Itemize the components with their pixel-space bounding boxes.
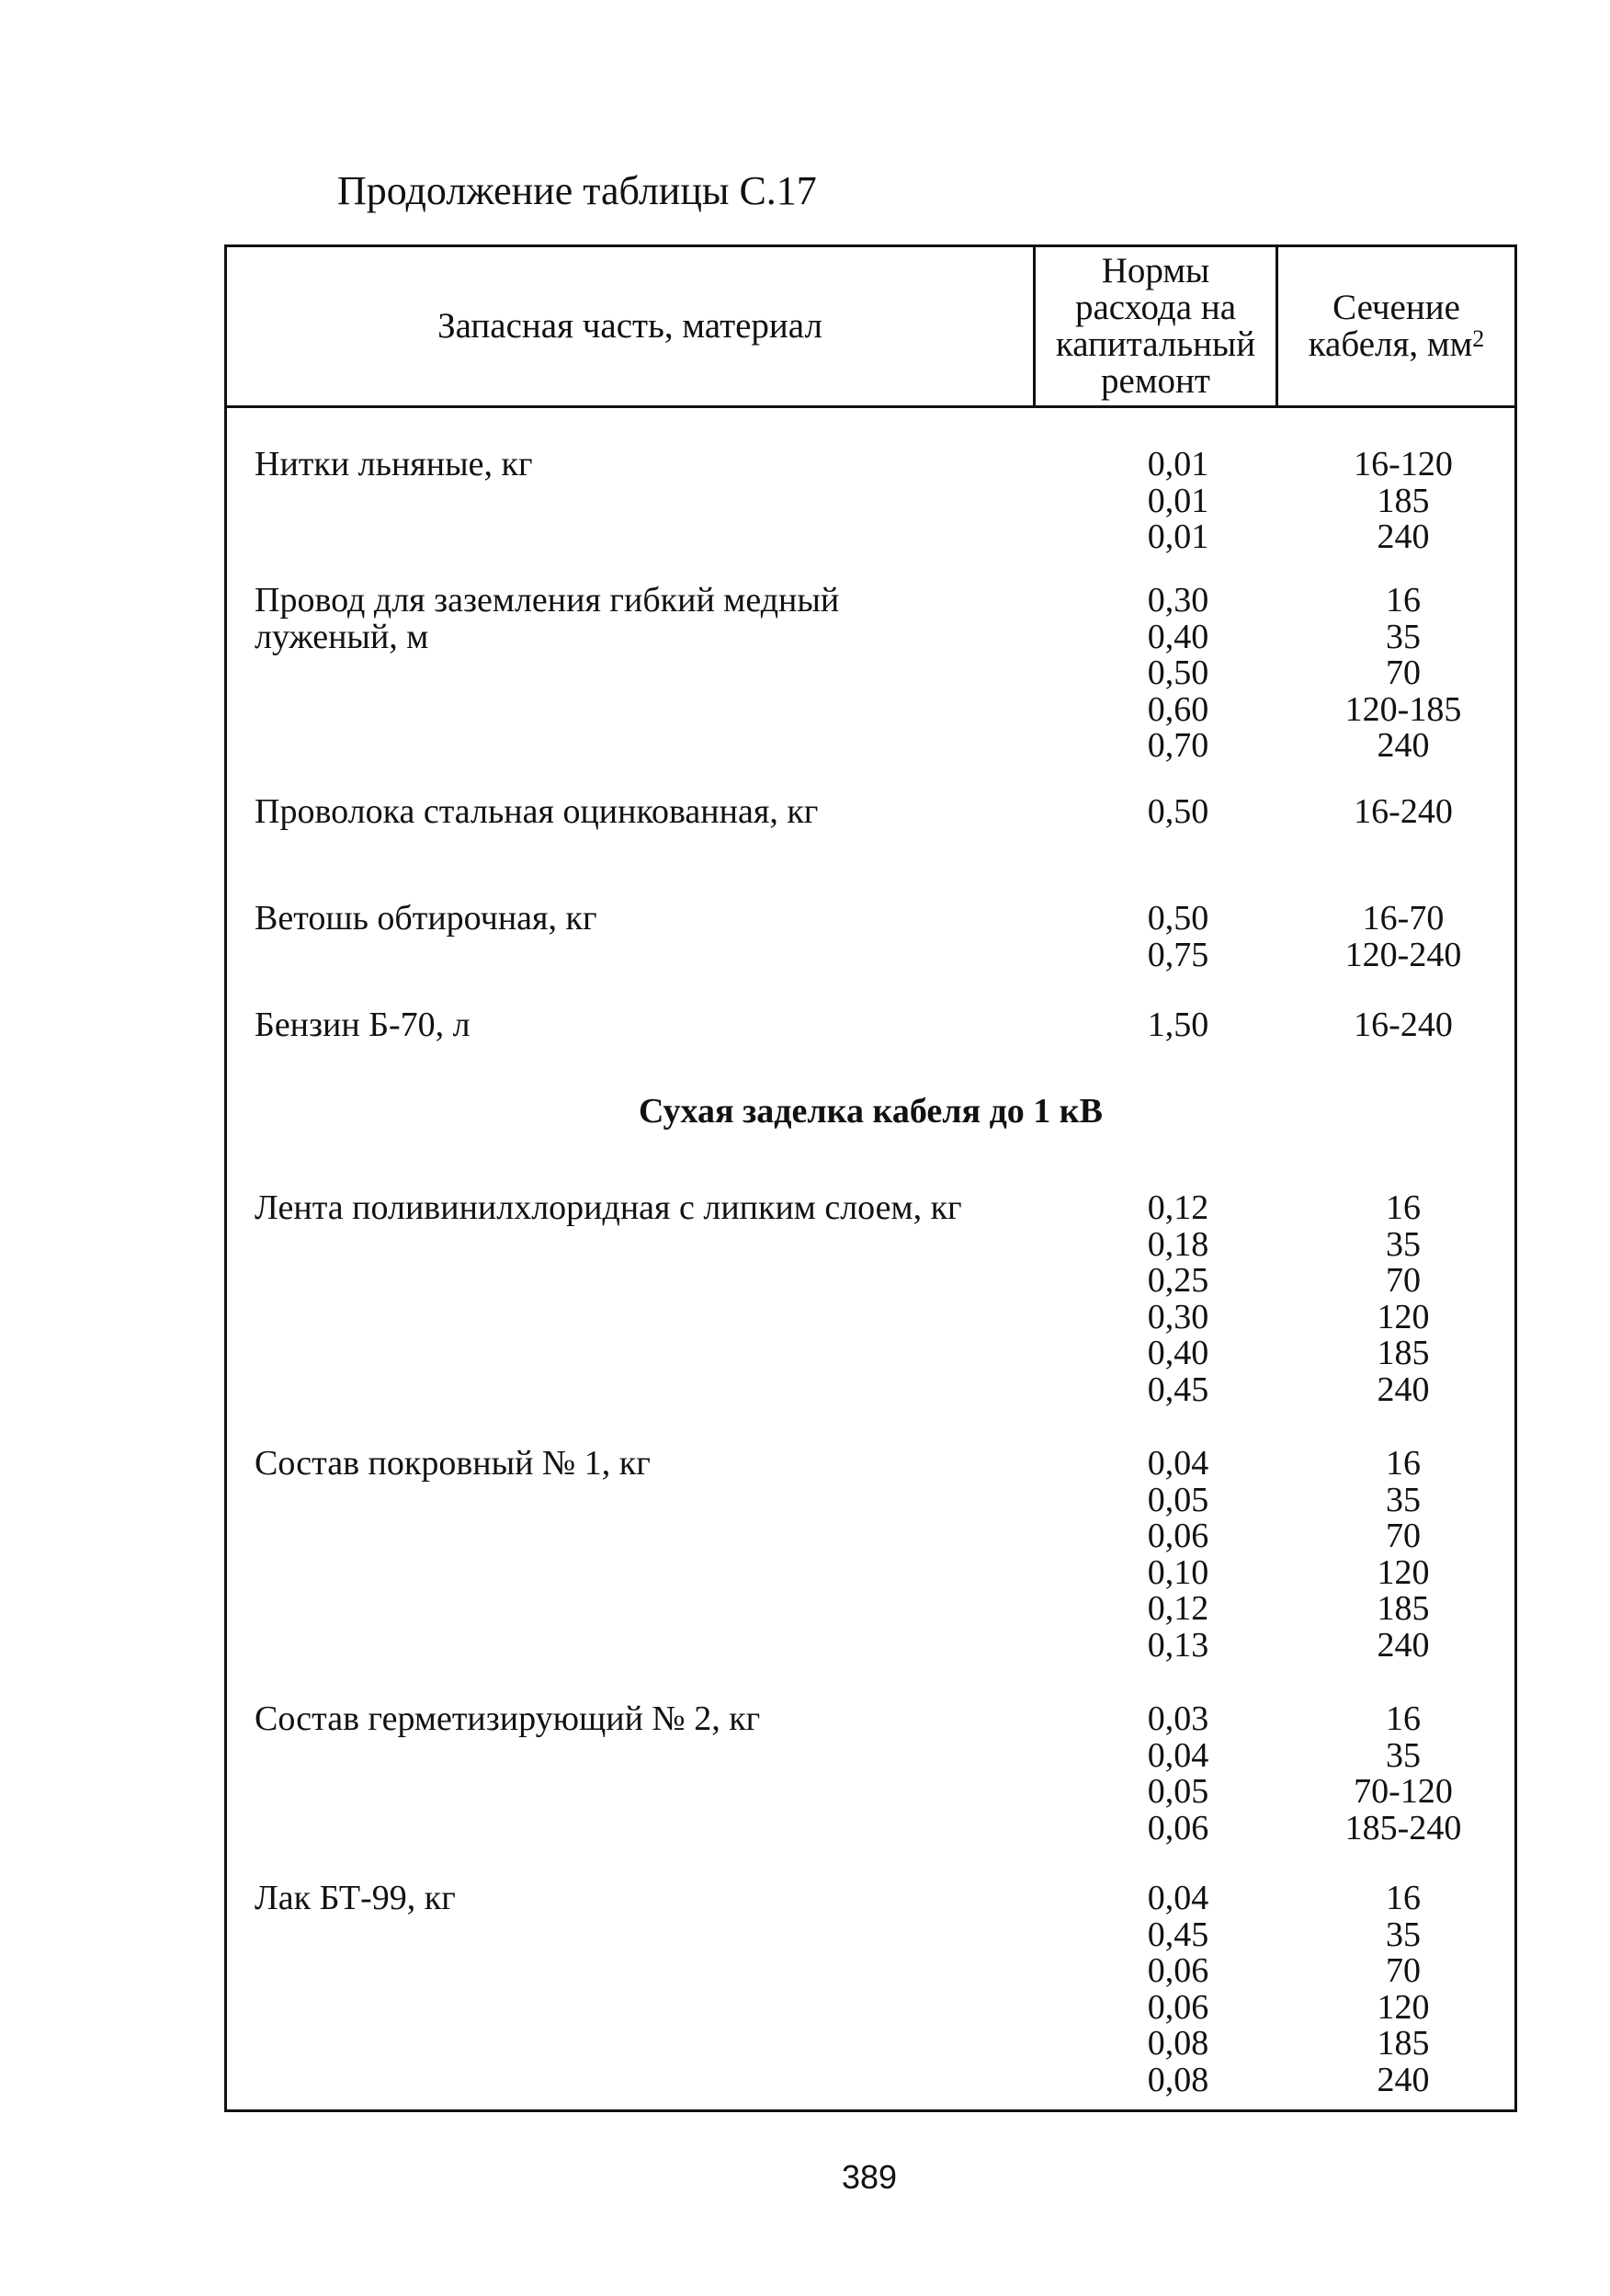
cable-sections: [1293, 1881, 1514, 2098]
norm-values: [1109, 1881, 1247, 2098]
norm-value: 0,12: [1147, 1188, 1209, 1227]
cable-section-value: 16-240: [1354, 1006, 1453, 1044]
norm-value: 0,50: [1147, 792, 1209, 831]
header-norms-line: капитальный: [1055, 324, 1256, 364]
norm-value: 1,50: [1147, 1006, 1209, 1044]
material-name: Лак БТ-99, кг: [255, 1879, 456, 1917]
section-title: Сухая заделка кабеля до 1 кВ: [638, 1092, 1104, 1131]
norm-value: 0,06: [1147, 1517, 1209, 1555]
norm-value: 0,01: [1147, 517, 1209, 556]
norm-value: 0,05: [1147, 1772, 1209, 1811]
cable-section-value: 240: [1377, 2060, 1430, 2099]
material-name: Бензин Б-70, л: [255, 1006, 471, 1044]
cable-section-value: 70: [1386, 1951, 1421, 1990]
cable-sections: [1293, 1190, 1514, 1408]
norm-value: 0,45: [1147, 1370, 1209, 1409]
header-section-line: [1309, 326, 1485, 363]
header-norms-line: ремонт: [1101, 361, 1210, 401]
norm-values: [1109, 901, 1247, 973]
norm-value: 0,01: [1147, 445, 1209, 483]
cable-section-value: 35: [1386, 1480, 1421, 1519]
norm-value: 0,25: [1147, 1261, 1209, 1300]
norm-value: 0,13: [1147, 1625, 1209, 1665]
cable-section-value: 185: [1377, 2024, 1430, 2063]
cable-section-value: 35: [1386, 1735, 1421, 1775]
cable-section-value: 70: [1386, 1517, 1421, 1555]
material-name: Ветошь обтирочная, кг: [255, 899, 597, 938]
material-name: Провод для заземления гибкий медный луженый, м: [255, 581, 840, 656]
norm-values: [1109, 794, 1247, 831]
norm-value: 0,08: [1147, 2024, 1209, 2063]
cable-section-value: 70: [1386, 654, 1421, 692]
norm-value: 0,03: [1147, 1699, 1209, 1738]
cable-section-value: 240: [1377, 1625, 1430, 1665]
norm-value: 0,40: [1147, 1334, 1209, 1372]
norm-value: 0,30: [1147, 1297, 1209, 1336]
table-caption: Продолжение таблицы С.17: [337, 168, 817, 213]
cable-section-value: 185: [1377, 1334, 1430, 1372]
header-section: [1276, 247, 1514, 405]
material-name: Нитки льняные, кг: [255, 445, 533, 483]
norm-value: 0,06: [1147, 1951, 1209, 1990]
cable-section-value: 16: [1386, 1444, 1421, 1483]
norm-value: 0,06: [1147, 1808, 1209, 1847]
cable-section-value: 120: [1377, 1552, 1430, 1592]
header-norms-line: расхода на: [1074, 288, 1237, 327]
norm-value: 0,75: [1147, 935, 1209, 974]
norm-value: 0,08: [1147, 2060, 1209, 2099]
cable-sections: [1293, 1446, 1514, 1664]
norm-values: [1109, 1446, 1247, 1664]
norm-values: [1109, 1701, 1247, 1847]
norm-value: 0,50: [1147, 654, 1209, 692]
cable-section-value: 35: [1386, 1224, 1421, 1264]
norm-value: 0,45: [1147, 1915, 1209, 1954]
norm-value: 0,12: [1147, 1589, 1209, 1628]
cable-section-value: 70: [1386, 1261, 1421, 1300]
cable-section-value: 120-240: [1344, 935, 1462, 974]
cable-section-value: 16: [1386, 1188, 1421, 1227]
cable-section-value: 16: [1386, 1879, 1421, 1917]
norm-values: [1109, 447, 1247, 556]
cable-section-value: 16: [1386, 1699, 1421, 1738]
cable-sections: [1293, 447, 1514, 556]
cable-section-value: 16-240: [1354, 792, 1453, 831]
header-material: Запасная часть, материал: [437, 306, 822, 346]
norm-value: 0,70: [1147, 726, 1209, 765]
header-section-unit: кабеля, мм: [1308, 324, 1473, 364]
material-name: Состав покровный № 1, кг: [255, 1444, 651, 1483]
norm-value: 0,01: [1147, 481, 1209, 520]
material-name: Проволока стальная оцинкованная, кг: [255, 792, 819, 831]
materials-table: [224, 244, 1517, 2112]
cable-section-value: 35: [1386, 1915, 1421, 1954]
material-name: Состав герметизирующий № 2, кг: [255, 1699, 761, 1738]
norm-value: 0,04: [1147, 1444, 1209, 1483]
norm-value: 0,60: [1147, 689, 1209, 729]
norm-value: 0,40: [1147, 617, 1209, 656]
cable-section-value: 240: [1377, 1370, 1430, 1409]
cable-sections: [1293, 901, 1514, 973]
cable-section-value: 16: [1386, 581, 1421, 619]
table-header: [227, 247, 1514, 408]
norm-values: [1109, 583, 1247, 765]
material-name: Лента поливинилхлоридная с липким слоем, кг: [255, 1188, 962, 1227]
norm-values: [1109, 1190, 1247, 1408]
norm-value: 0,18: [1147, 1224, 1209, 1264]
norm-value: 0,30: [1147, 581, 1209, 619]
cable-sections: [1293, 583, 1514, 765]
header-section-line: Сечение: [1332, 288, 1460, 327]
cable-section-value: 185: [1377, 481, 1430, 520]
cable-section-value: 16-70: [1362, 899, 1445, 938]
cable-sections: [1293, 1007, 1514, 1044]
cable-section-value: 185: [1377, 1589, 1430, 1628]
norm-value: 0,10: [1147, 1552, 1209, 1592]
cable-section-value: 120: [1377, 1987, 1430, 2027]
cable-section-value: 185-240: [1344, 1808, 1462, 1847]
cable-section-value: 120-185: [1344, 689, 1462, 729]
header-section-sup: 2: [1472, 325, 1485, 352]
cable-section-value: 240: [1377, 517, 1430, 556]
norm-values: [1109, 1007, 1247, 1044]
norm-value: 0,50: [1147, 899, 1209, 938]
norm-value: 0,04: [1147, 1879, 1209, 1917]
cable-sections: [1293, 1701, 1514, 1847]
norm-value: 0,05: [1147, 1480, 1209, 1519]
cable-section-value: 240: [1377, 726, 1430, 765]
cable-section-value: 35: [1386, 617, 1421, 656]
page-number: 389: [841, 2158, 898, 2196]
cable-section-value: 16-120: [1354, 445, 1453, 483]
header-norms-line: Нормы: [1101, 251, 1210, 290]
norm-value: 0,04: [1147, 1735, 1209, 1775]
cable-section-value: 70-120: [1354, 1772, 1453, 1811]
norm-value: 0,06: [1147, 1987, 1209, 2027]
header-norms: [1033, 247, 1276, 405]
cable-sections: [1293, 794, 1514, 831]
cable-section-value: 120: [1377, 1297, 1430, 1336]
